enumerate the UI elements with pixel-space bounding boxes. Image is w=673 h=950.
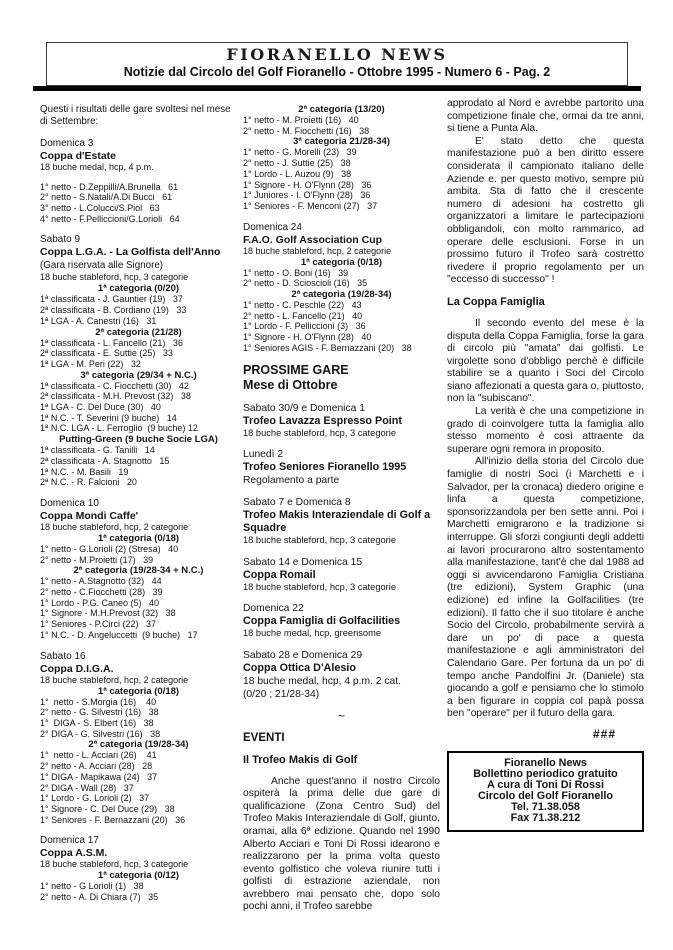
event-date: Domenica 3 (40, 137, 94, 149)
result-line: 2° netto - J. Suttie (25) 38 (243, 158, 351, 169)
result-line: 2° netto - M. Fiocchetti (16) 38 (243, 125, 370, 136)
result-line: 2ª classificata - E. Suttie (25) 33 (40, 348, 173, 359)
spacer (243, 212, 440, 221)
upcoming-title: Coppa Famiglia di Golfacilities (243, 615, 401, 628)
spacer (243, 393, 440, 402)
event-date: Domenica 17 (40, 835, 99, 847)
column-upcoming (243, 104, 440, 914)
event-date: Domenica 10 (40, 497, 99, 509)
newsletter-title: FIORANELLO NEWS (226, 45, 448, 64)
event-format: 18 buche stableford, hcp, 3 categorie (40, 272, 189, 283)
result-line: 1ª LGA - C. Del Duce (30) 40 (40, 402, 161, 413)
footer-box-line: A cura di Toni Di Rossi (487, 778, 604, 791)
event-format: 18 buche stableford, hcp, 2 categorie (243, 245, 392, 256)
upcoming-title: Coppa Ottica D'Alesio (243, 661, 356, 674)
result-line: 1ª classificata - J. Gauntier (19) 37 (40, 294, 183, 305)
result-line: 1° Seniores - F. Menconi (27) 37 (243, 200, 378, 211)
category-heading: 3ª categoria 21/28-34) (293, 136, 390, 148)
event-format: 18 buche medal, hcp, 4 p.m. (40, 161, 154, 172)
event-title-note: (Gara riservata alle Signore) (40, 260, 164, 272)
result-line: 2ª N.C. - R. Falcioni 20 (40, 477, 137, 488)
result-line: 1ª N.C. - T. Severini (9 buche) 14 (40, 412, 177, 423)
result-line: 2° netto - M.Proietti (17) 39 (40, 554, 154, 565)
upcoming-date: Sabato 7 e Domenica 8 (243, 497, 351, 509)
article-paragraph: All'inizio della storia del Circolo due famiglie di nostri Soci (i Marchetti e i Salvador, per la cronaca) diedero origine e linfa a questa competizione, sponsorizzandola per ben sette anni. Poi i Marchetti emigrarono e la tradizione si interruppe. Gli sforzi congiunti degli addetti ai lavori procurarono altro sostentamento alla manifestazione, tant'è che dal 1988 ad oggi si avvicendarono Famiglia Cristiana (tre edizioni), System Graphic (una edizione) ed infine la Golfacilities (tre edizioni). Il fatto che il suo titolare è anche Socio del Circolo, probabilmente servirà a dare un po' di pace a questa manifestazione e agli amministratori del Calendario Gare. Per fortuna da un po' di tempo anche Pandolfini Jr. (Daniele) sta giocando a golf e pensiamo che lo stimolo a ben figurare in coppia col papà possa ben "operare" per il futuro della gara. (447, 456, 644, 720)
result-line: 2° netto - S.Natali/A.Di Bucci 61 (40, 192, 173, 203)
result-line: 1° N.C. - D. Angeluccetti (9 buche) 17 (40, 629, 198, 640)
upcoming-date: Sabato 14 e Domenica 15 (243, 556, 363, 568)
category-heading: 2ª categoria (21/28) (95, 326, 182, 338)
event-title: Coppa Mondi Caffe' (40, 509, 139, 522)
event-format: 18 buche stableford, hcp, 2 categorie (40, 674, 189, 685)
spacer (40, 488, 237, 497)
divider-tilde: ~ (337, 708, 345, 723)
result-line: 1° Signore - H. O'Flynn (28) 36 (243, 179, 372, 190)
category-heading: 2ª categoria (19/28-34) (291, 289, 392, 301)
result-line: 1° Signore - M.H.Prevost (32) 38 (40, 608, 176, 619)
upcoming-format: 18 buche medal, hcp, greensome (243, 628, 381, 639)
section-heading: EVENTI (243, 731, 285, 744)
result-line: 2ª classificata - B. Cordiano (19) 33 (40, 305, 187, 316)
upcoming-date: Lunedì 2 (243, 449, 284, 461)
footer-box-line: Fax 71.38.212 (510, 811, 581, 824)
upcoming-date: Sabato 28 e Domenica 29 (243, 649, 363, 661)
upcoming-note: (0/20 ; 21/28-34) (243, 688, 320, 700)
article-heading: La Coppa Famiglia (447, 295, 545, 308)
result-line: 2ª classificata - M.H. Prevost (32) 38 (40, 391, 191, 402)
spacer (243, 439, 440, 448)
spacer (243, 640, 440, 649)
result-line: 1° Signore - C. Del Duce (29) 38 (40, 803, 175, 814)
spacer (243, 547, 440, 556)
result-line: 1° Signore - H. O'Flynn (28) 40 (243, 332, 372, 343)
result-line: 2° netto - G. Silvestri (16) 38 (40, 707, 159, 718)
result-line: 1° netto - C. Peschle (22) 43 (243, 300, 362, 311)
event-title-text: Coppa L.G.A. - La Golfista dell'Anno (40, 246, 221, 259)
result-line: 1° netto - A.Stagnotto (32) 44 (40, 576, 162, 587)
article-paragraph: Il secondo evento del mese è la disputa della Coppa Famiglia, forse la gara di circolo più "amata" dai golfisti. Le virgolette sono d'obbligo perchè è difficile stabilire se a quanto i Soci del Circolo siano affezionati a questa gara o, piuttosto, non la "subiscano". (447, 317, 644, 405)
result-line: 1° Lordo - G. Lorioli (2) 37 (40, 793, 150, 804)
upcoming-title: Coppa Romail (243, 568, 316, 581)
spacer (243, 745, 440, 754)
category-heading: 2ª categoria (13/20) (298, 104, 385, 115)
end-mark: ### (592, 726, 616, 741)
result-line: 1ª classificata - C. Fiocchetti (30) 42 (40, 380, 189, 391)
event-title: Coppa A.S.M. (40, 847, 108, 860)
newsletter-subtitle: Notizie dal Circolo del Golf Fioranello - Ottobre 1995 - Numero 6 - Pag. 2 (123, 65, 551, 79)
article-paragraph: approdato al Nord e avrebbe partorito una competizione finale che, ormai da tre anni, si tiene a Punta Ala. (447, 98, 644, 135)
header-rule (33, 86, 641, 91)
event-format: 18 buche stableford, hcp, 3 categorie (40, 859, 189, 870)
upcoming-format: 18 buche stableford, hcp, 3 categorie (243, 535, 396, 546)
intro-text: Questi i risultati delle gare svoltesi nel mese di Settembre: (40, 104, 231, 127)
footer-box-line: Fioranello News (504, 756, 587, 769)
result-line: 3° netto - L.Colucci/S.Piol 63 (40, 203, 160, 213)
result-line: 1ª classificata - L. Fancello (21) 36 (40, 337, 183, 348)
category-heading: 1ª categoria (0/18) (97, 685, 180, 697)
result-line: 2ª classificata - A. Stagnotto 15 (40, 455, 170, 466)
result-line: 1° Seniores - F. Bernazzani (20) 36 (40, 814, 186, 825)
result-line: 1° Lordo - P.G. Caneo (5) 40 (40, 597, 159, 608)
spacer (40, 128, 237, 137)
event-title (40, 246, 237, 272)
spacer (447, 287, 644, 296)
result-line: 1ª LGA - A. Canestri (16) 31 (40, 315, 157, 326)
category-heading: 1ª categoria (0/18) (97, 532, 180, 544)
result-line: 1° netto - L. Acciari (26) 41 (40, 750, 157, 761)
spacer (40, 224, 237, 233)
event-format: 18 buche stableford, hcp, 2 categorie (40, 521, 189, 532)
result-line: 1ª LGA - M. Peri (22) 32 (40, 358, 141, 369)
footer-box (447, 751, 644, 832)
event-date: Domenica 24 (243, 221, 302, 233)
event-title: Coppa d'Estate (40, 149, 117, 162)
upcoming-note: Regolamento a parte (243, 475, 340, 487)
article-paragraph: Anche quest'anno il nostro Circolo ospiterà la prima delle due gare di qualificazione (Zona Centro Sud) del Trofeo Makis Interaziendale di Golf, giunto, oramai, alla 6ª edizione. Quando nel 1990 Alberto Acciari e Toni Di Rossi idearono e realizzarono per la prima volta questo evento golfistico che voleva riunire tutti i golfisti di estrazione aziendale, non avrebbero mai pensato che, dopo solo pochi anni, il Trofeo sarebbe (243, 775, 440, 913)
spacer (243, 593, 440, 602)
result-line: 2° netto - C.Fiocchetti (28) 39 (40, 587, 163, 598)
result-line: 1° Juniores - I. O'Flynn (28) 36 (243, 190, 371, 201)
spacer (40, 173, 237, 182)
column-articles (447, 98, 644, 832)
spacer (447, 309, 644, 318)
article-paragraph: E' stato detto che questa manifestazione può a ben diritto essere considerata il campionato italiano delle Aziende e. per questo motivo, sempre più ambita. Sta di fatto che il crescente numero di adesioni ha costretto gli organizzatori a limitare le partecipazioni obbligandoli, con molto rammarico, ad operare delle esclusioni. Forse in un prossimo futuro il Trofeo sarà costretto rivedere il proprio regolamento per un "eccesso di successo" ! (447, 135, 644, 286)
result-line: 1° netto - O. Boni (16) 39 (243, 267, 349, 278)
event-title: Coppa D.I.G.A. (40, 662, 114, 675)
upcoming-format: 18 buche stableford, hcp, 3 categorie (243, 581, 396, 592)
result-line: 1° netto - G.Lorioli (2) (Stresa) 40 (40, 543, 179, 554)
event-date: Sabato 16 (40, 650, 86, 662)
event-title: F.A.O. Golf Association Cup (243, 233, 383, 246)
event-date: Sabato 9 (40, 234, 81, 246)
section-heading: PROSSIME GARE (243, 362, 349, 377)
category-heading: 1ª categoria (0/20) (97, 283, 180, 295)
spacer (40, 825, 237, 834)
result-line: 1ª N.C. - M. Basili 19 (40, 466, 129, 477)
upcoming-title: Trofeo Lavazza Espresso Point (243, 414, 403, 427)
result-line: 2° netto - A. Acciari (28) 28 (40, 761, 153, 772)
result-line: 1ª N.C. LGA - L. Ferroglio (9 buche) 12 (40, 423, 198, 434)
result-line: 4° netto - F.Pelliccioni/G.Lorioli 64 (40, 213, 180, 224)
result-line: 1° netto - G Lorioli (1) 38 (40, 881, 144, 892)
category-heading: 2ª categoria (19/28-34) (88, 739, 189, 751)
upcoming-note: 18 buche medal, hcp, 4 p.m. 2 cat. (243, 675, 401, 687)
footer-box-line: Tel. 71.38.058 (511, 800, 580, 813)
result-line: 1° netto - M. Proietti (16) 40 (243, 115, 359, 125)
result-line: 1° DIGA - Mapikawa (24) 37 (40, 771, 158, 782)
masthead (46, 42, 628, 86)
result-line: 2° DIGA - G. Silvestri (16) 38 (40, 728, 161, 739)
category-heading: 2ª categoria (19/28-34 + N.C.) (73, 565, 204, 577)
result-line: 1° netto - G. Morelli (23) 39 (243, 147, 357, 158)
result-line: 1ª classificata - G. Tanilli 14 (40, 445, 155, 456)
article-heading: Il Trofeo Makis di Golf (243, 753, 358, 766)
result-line: 2° netto - L. Fancello (21) 40 (243, 310, 363, 321)
spacer (243, 767, 440, 776)
upcoming-title: Trofeo Makis Interaziendale di Golf a Squadre (243, 509, 431, 535)
upcoming-title: Trofeo Seniores Fioranello 1995 (243, 461, 407, 474)
article-paragraph: La verità è che una competizione in grado di coinvolgere tutta la famiglia allo stesso momento è così attraente da superare ogni remora in proposito. (447, 406, 644, 455)
result-line: 2° netto - A. Di Chiara (7) 35 (40, 892, 159, 903)
category-heading: Putting-Green (9 buche Socie LGA) (59, 434, 218, 446)
result-line: 1° netto - D.Zeppilli/A.Brunella 61 (40, 181, 179, 192)
result-line: 1° Seniores AGIS - F. Bernazzani (20) 38 (243, 342, 412, 353)
footer-box-line: Circolo del Golf Fioranello (478, 789, 613, 802)
upcoming-format: 18 buche stableford, hcp, 3 categorie (243, 427, 396, 438)
result-line: 2° DIGA - Wall (28) 37 (40, 782, 134, 793)
result-line: 1° Seniores - P.Circi (22) 37 (40, 619, 156, 630)
column-results (40, 104, 237, 903)
result-line: 1° Lordo - L. Auzou (9) 38 (243, 168, 352, 179)
result-line: 2° netto - D. Scioscioli (16) 35 (243, 278, 368, 289)
result-line: 1° DIGA - S. Elbert (16) 38 (40, 717, 154, 728)
spacer (243, 354, 440, 363)
footer-box-line: Bollettino periodico gratuito (473, 767, 618, 780)
upcoming-date: Domenica 22 (243, 603, 304, 615)
category-heading: 3ª categoria (29/34 + N.C.) (80, 369, 197, 381)
category-heading: 1ª categoria (0/18) (300, 256, 383, 268)
spacer (243, 487, 440, 496)
result-line: 1° Lordo - F. Pelliccioni (3) 36 (243, 321, 366, 332)
category-heading: 1ª categoria (0/12) (97, 870, 180, 882)
spacer (243, 722, 440, 731)
result-line: 1° netto - S.Morgia (16) 40 (40, 696, 157, 707)
spacer (40, 641, 237, 650)
upcoming-date: Sabato 30/9 e Domenica 1 (243, 402, 365, 414)
section-heading: Mese di Ottobre (243, 377, 338, 392)
